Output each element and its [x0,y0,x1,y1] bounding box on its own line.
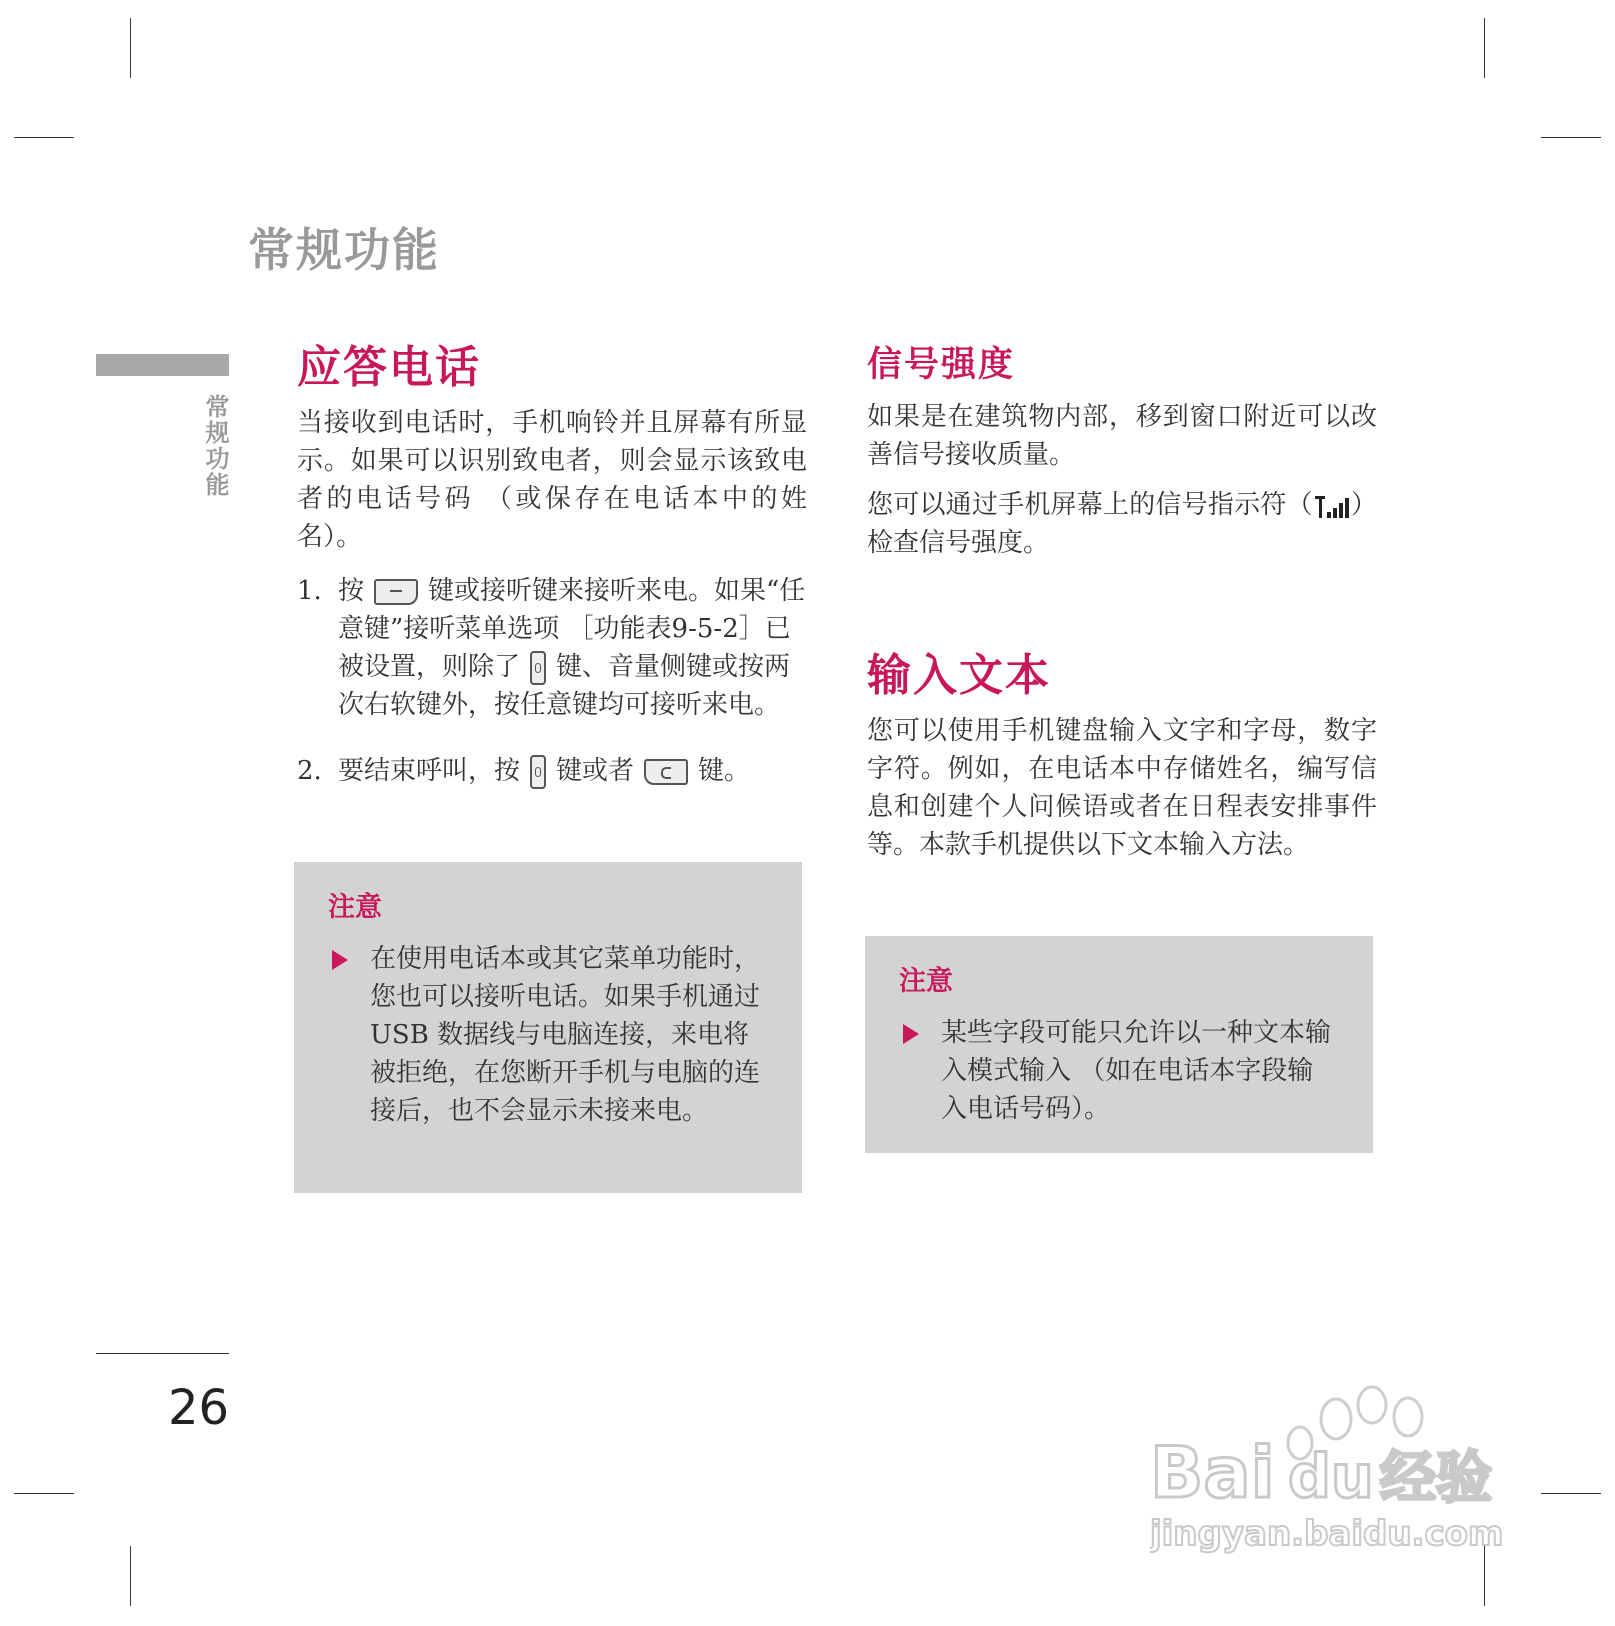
note-title: 注意 [899,966,953,997]
clear-key-icon [644,759,688,785]
signal-paragraph-2 [867,486,1377,562]
answer-call-section [297,340,807,790]
crop-mark [1541,1493,1601,1494]
note-item [899,1014,1339,1128]
crop-mark [1484,18,1485,78]
step-text: 键或者 [556,756,635,786]
signal-text: ）检查信号强度。 [867,490,1377,558]
note-box-answer-call [294,862,802,1193]
page-title: 常规功能 [248,223,440,277]
signal-text: 您可以通过手机屏幕上的信号指示符（ [867,490,1313,520]
signal-strength-icon [1315,494,1349,518]
triangle-bullet-icon [903,1024,919,1044]
baidu-jingyan-watermark [1150,1385,1520,1555]
signal-paragraph-1: 如果是在建筑物内部，移到窗口附近可以改善信号接收质量。 [867,402,1377,470]
step-text: 按 [338,576,365,606]
text-input-paragraph: 您可以使用手机键盘输入文字和字母，数字字符。例如，在电话本中存储姓名，编写信息和创建个人问候语或者在日程表安排事件等。本款手机提供以下文本输入方法。 [867,716,1377,860]
step-item [297,752,807,790]
text-input-title: 输入文本 [867,650,1051,701]
answer-call-steps [297,572,807,790]
signal-section [867,340,1377,562]
step-number: 2. [297,756,322,786]
step-text: 键或接听键来接听来电。如果“任意键”接听菜单选项 ［功能表9-5-2］已被设置，则除了 [338,576,806,682]
note-item [328,940,768,1130]
side-tab-bar [96,354,229,376]
send-key-icon [374,579,418,605]
step-item [297,572,807,724]
watermark-url: jingyan.baidu.com [1150,1514,1504,1554]
triangle-bullet-icon [332,950,348,970]
footer-rule [96,1353,229,1354]
step-text: 键、音量侧键或按两次右软键外，按任意键均可接听来电。 [338,652,791,720]
note-text: 某些字段可能只允许以一种文本输入模式输入 （如在电话本字段输入电话号码）。 [941,1018,1332,1124]
step-text: 键。 [698,756,751,786]
watermark-brand-cn: 经验 [1380,1446,1492,1511]
signal-title: 信号强度 [867,345,1016,385]
side-key-icon [530,651,546,685]
side-key-icon [530,755,546,789]
crop-mark [1541,137,1601,138]
crop-mark [14,1493,74,1494]
note-box-text-input [865,936,1373,1153]
step-text: 要结束呼叫，按 [338,756,521,786]
answer-call-intro: 当接收到电话时，手机响铃并且屏幕有所显示。如果可以识别致电者，则会显示该致电者的电话号码 （或保存在电话本中的姓名）。 [297,408,807,552]
watermark-brand-du: du [1288,1442,1374,1512]
text-input-section [867,648,1377,864]
answer-call-title: 应答电话 [297,342,481,393]
side-tab-label: 常规功能 [201,394,229,498]
crop-mark [1484,1546,1485,1606]
crop-mark [14,137,74,138]
watermark-brand-latin: Bai [1150,1432,1275,1514]
crop-mark [130,1546,131,1606]
crop-mark [130,18,131,78]
note-title: 注意 [328,892,382,923]
note-text: 在使用电话本或其它菜单功能时，您也可以接听电话。如果手机通过 USB 数据线与电脑连接，来电将被拒绝，在您断开手机与电脑的连接后，也不会显示未接来电。 [370,944,761,1126]
step-number: 1. [297,576,322,606]
page-number: 26 [168,1380,230,1436]
